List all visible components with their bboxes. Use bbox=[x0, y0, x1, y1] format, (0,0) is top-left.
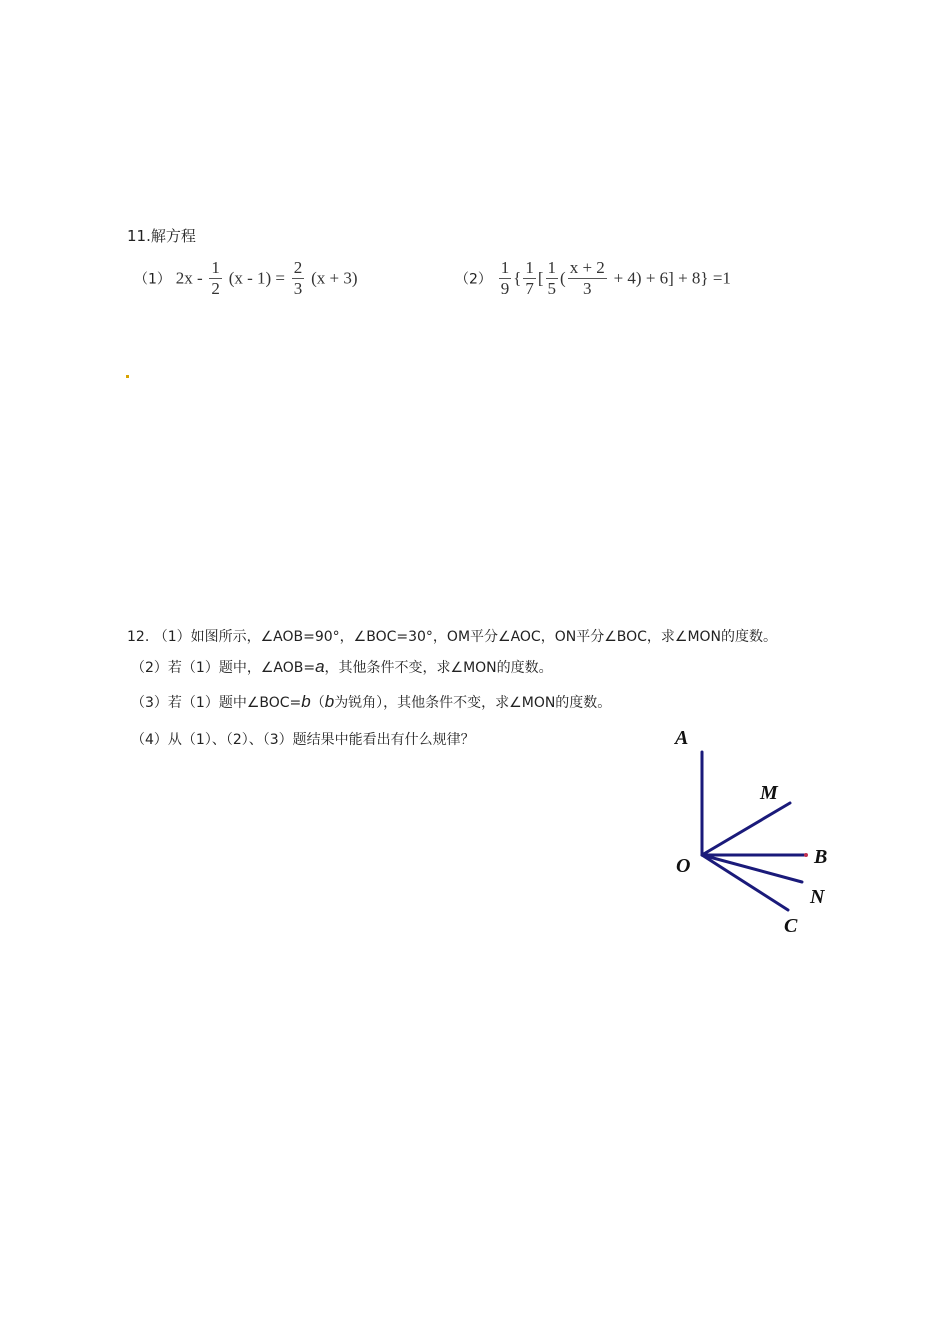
angle-figure bbox=[660, 720, 850, 945]
q12-line-1: 12. （1）如图所示，∠AOB=90°，∠BOC=30°，OM平分∠AOC，ON平分∠BOC，求∠MON的度数。 bbox=[127, 629, 778, 645]
ray-OC bbox=[702, 855, 788, 910]
q12-line-3-text-a: （3）若（1）题中∠BOC= bbox=[131, 695, 302, 711]
q12-line-2-text-a: （2）若（1）题中，∠AOB= bbox=[131, 660, 316, 676]
eq2-tail: + 4) + 6] + 8} =1 bbox=[613, 268, 731, 288]
q12-var-b: b bbox=[301, 692, 311, 711]
figure-rays bbox=[702, 752, 806, 910]
eq2-paren: ( bbox=[560, 268, 566, 288]
eq2-brace: { bbox=[513, 268, 522, 288]
q11-p2-label: （2） bbox=[455, 271, 492, 288]
eq2-fraction-3: $\frac{1}{5}$ bbox=[547, 258, 557, 298]
q12-line-2-text-b: ，其他条件不变，求∠MON的度数。 bbox=[324, 660, 553, 676]
label-M: M bbox=[760, 782, 778, 804]
q12-var-a: a bbox=[315, 657, 325, 676]
q12-line-2 bbox=[131, 657, 553, 677]
eq1-fraction-1: $\frac{1}{2}$ bbox=[211, 258, 220, 298]
label-C: C bbox=[784, 915, 798, 937]
q12-line-3-text-b: （ bbox=[310, 695, 325, 711]
q12-line-3 bbox=[131, 692, 611, 712]
eq1-tail: (x + 3) bbox=[311, 268, 358, 288]
stray-dot bbox=[126, 375, 129, 378]
q12-line-4: （4）从（1）、（2）、（3）题结果中能看出有什么规律？ bbox=[131, 732, 475, 748]
label-A: A bbox=[675, 727, 689, 749]
q11-equation-2 bbox=[455, 258, 731, 299]
eq2-fraction-4: $\frac{x + 2}{3}$ bbox=[569, 258, 605, 298]
point-B-mark bbox=[804, 853, 808, 857]
ray-OM bbox=[702, 803, 790, 855]
label-B: B bbox=[814, 846, 828, 868]
label-O: O bbox=[676, 855, 691, 877]
q11-p1-label: （1） bbox=[134, 271, 171, 288]
label-N: N bbox=[810, 886, 825, 908]
ray-ON bbox=[702, 855, 802, 882]
eq1-fraction-2: $\frac{2}{3}$ bbox=[293, 258, 303, 298]
q12-line-3-text-c: 为锐角），其他条件不变，求∠MON的度数。 bbox=[334, 695, 612, 711]
eq2-fraction-2: $\frac{1}{7}$ bbox=[525, 258, 534, 298]
eq1-mid: (x - 1) = bbox=[228, 268, 286, 288]
q12-var-b-2: b bbox=[324, 692, 335, 711]
eq2-bracket: [ bbox=[537, 268, 544, 288]
eq2-fraction-1: $\frac{1}{9}$ bbox=[500, 258, 510, 298]
q11-equation-1 bbox=[134, 258, 358, 299]
eq1-term: 2x - bbox=[175, 268, 203, 288]
q11-title: 11.解方程 bbox=[127, 227, 196, 245]
